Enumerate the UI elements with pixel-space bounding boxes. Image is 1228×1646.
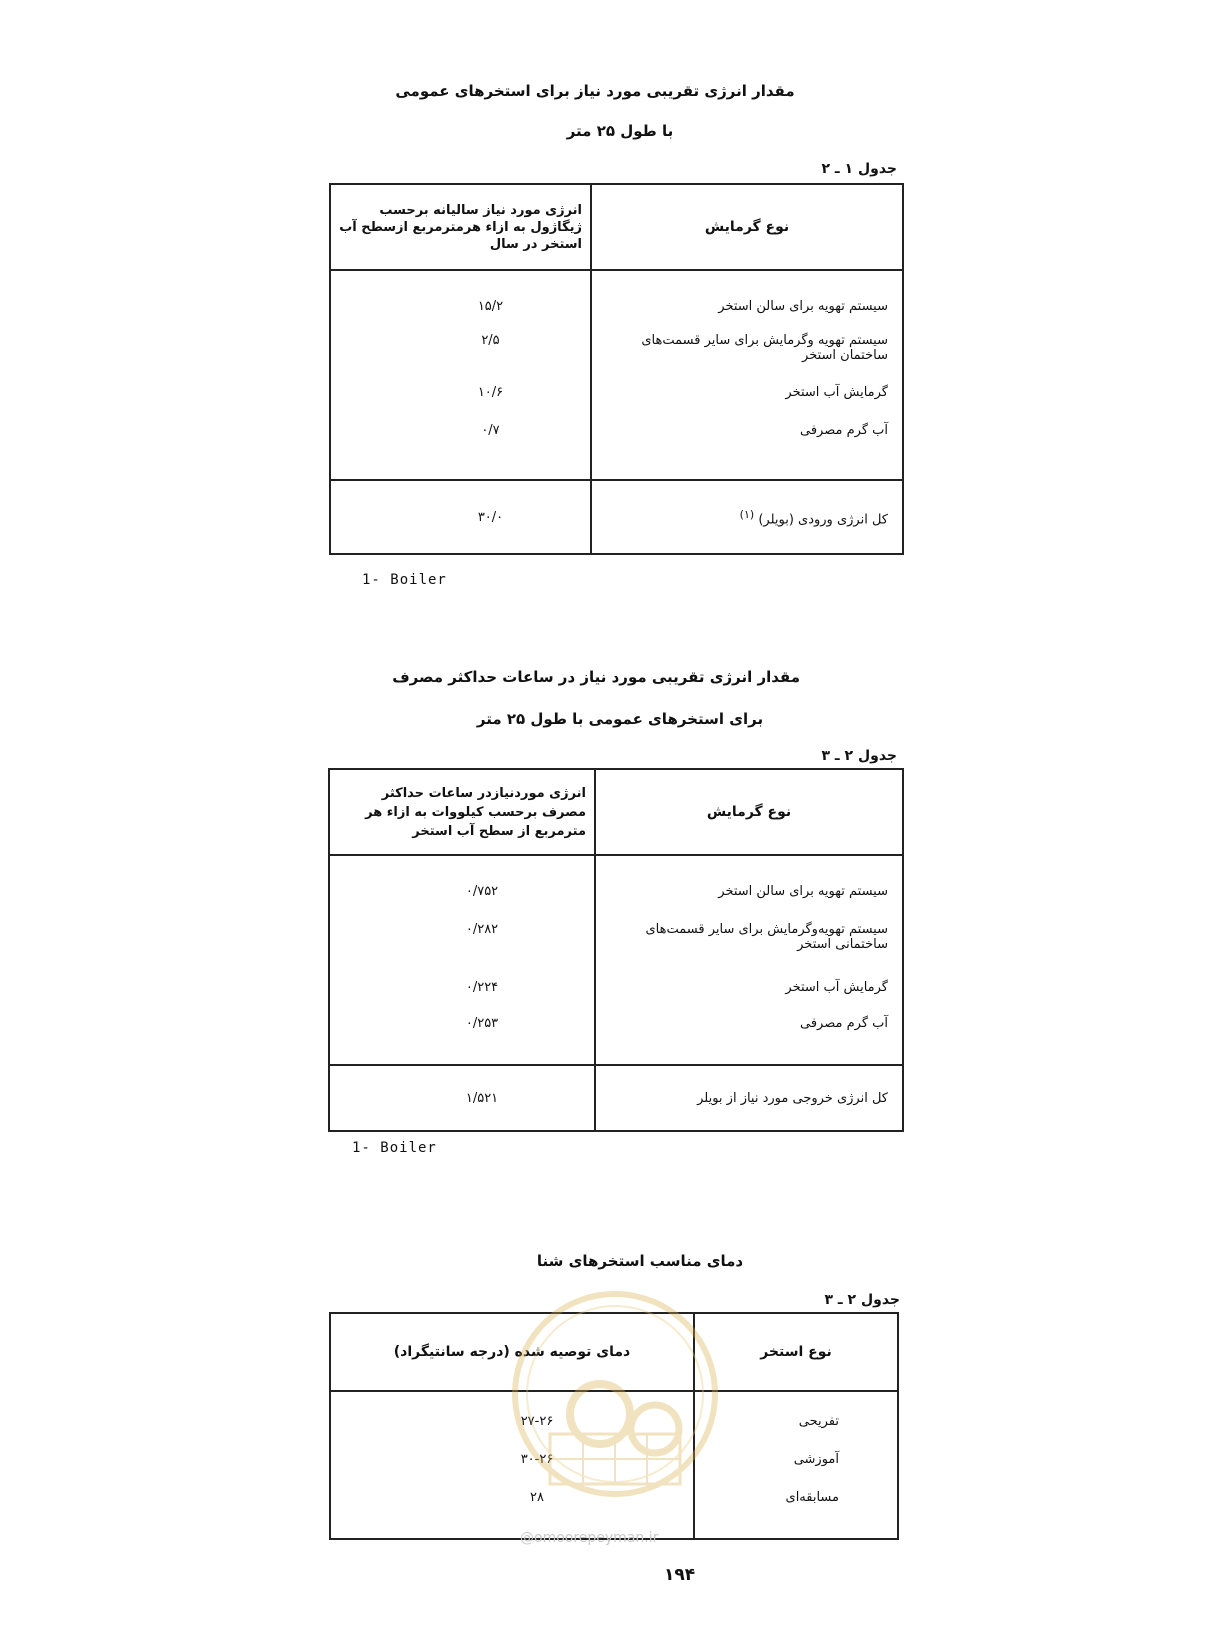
table3-body bbox=[330, 1391, 898, 1539]
table2-row3-value: ۰/۲۲۴ bbox=[465, 980, 499, 995]
table1-header-type: نوع گرمایش bbox=[591, 184, 903, 270]
table1-label: جدول ۱ ـ ۲ bbox=[821, 161, 897, 177]
table2-row4-type: آب گرم مصرفی bbox=[800, 1016, 888, 1031]
table2-header-value: انرژی موردنیازدر ساعات حداکثر مصرف برحسب کیلووات به ازاء هر مترمربع از سطح آب استخر bbox=[329, 769, 595, 855]
table1-row1-value: ۱۵/۲ bbox=[477, 299, 504, 314]
table2-title-line1: مقدار انرژی تقریبی مورد نیاز در ساعات حداکثر مصرف bbox=[392, 668, 800, 686]
table1-row4-type: آب گرم مصرفی bbox=[800, 423, 888, 438]
table3-row2-type: آموزشی bbox=[793, 1452, 839, 1467]
table2-row2-value: ۰/۲۸۲ bbox=[465, 922, 499, 937]
table2-row1-value: ۰/۷۵۲ bbox=[465, 884, 499, 899]
watermark-text: @omoorepeyman.ir bbox=[520, 1530, 659, 1546]
table3-row1-value: ۲۷-۲۶ bbox=[520, 1414, 554, 1429]
table2-row2-type: سیستم تهویه‌وگرمایش برای سایر قسمت‌های ساختمانی استخر bbox=[645, 922, 888, 952]
table2-row4-value: ۰/۲۵۳ bbox=[465, 1016, 499, 1031]
table3-row1-type: تفریحی bbox=[798, 1414, 839, 1429]
table3-row2-value: ۳۰-۲۶ bbox=[520, 1452, 554, 1467]
table1-total-value: ۳۰/۰ bbox=[477, 509, 504, 525]
table3-title: دمای مناسب استخرهای شنا bbox=[536, 1252, 744, 1270]
table1-row2-type: سیستم تهویه وگرمایش برای سایر قسمت‌های ساختمان استخر bbox=[641, 333, 888, 363]
table3-row3-value: ۲۸ bbox=[530, 1490, 544, 1505]
table2-label: جدول ۲ ـ ۳ bbox=[821, 748, 897, 764]
table2-title-line2: برای استخرهای عمومی با طول ۲۵ متر bbox=[476, 710, 764, 728]
table1-row3-value: ۱۰/۶ bbox=[477, 385, 504, 400]
table2-total-type: کل انرژی خروجی مورد نیاز از بویلر bbox=[697, 1090, 888, 1106]
table2-row3-type: گرمایش آب استخر bbox=[785, 980, 888, 995]
table1-row4-value: ۰/۷ bbox=[481, 423, 500, 438]
table1-total-note: (۱) bbox=[739, 507, 755, 521]
table3-header-value: دمای توصیه شده (درجه سانتیگراد) bbox=[330, 1313, 694, 1391]
table1-row2-value: ۲/۵ bbox=[481, 333, 500, 348]
table3-label: جدول ۲ ـ ۳ bbox=[824, 1292, 900, 1308]
table2-row1-type: سیستم تهویه برای سالن استخر bbox=[718, 884, 888, 899]
table1-row1-type: سیستم تهویه برای سالن استخر bbox=[718, 299, 888, 314]
table1-footnote: 1- Boiler bbox=[362, 572, 447, 588]
table1-title-line2: با طول ۲۵ متر bbox=[566, 122, 674, 140]
table3-header-type: نوع استخر bbox=[694, 1313, 898, 1391]
table1 bbox=[329, 183, 904, 555]
table1-total-type-cell bbox=[591, 480, 903, 554]
table1-header-value: انرژی مورد نیاز سالیانه برحسب ژیگاژول به ازاء هرمترمربع ازسطح آب استخر در سال bbox=[330, 184, 591, 270]
table2-body bbox=[329, 855, 903, 1065]
page-number: ۱۹۴ bbox=[664, 1565, 696, 1585]
table3 bbox=[329, 1312, 899, 1540]
table1-body bbox=[330, 270, 903, 480]
table2-header-type: نوع گرمایش bbox=[595, 769, 903, 855]
table2 bbox=[328, 768, 904, 1132]
table1-total-type: کل انرژی ورودی (بویلر) bbox=[758, 512, 888, 528]
table2-footnote: 1- Boiler bbox=[352, 1140, 437, 1156]
table1-row3-type: گرمایش آب استخر bbox=[785, 385, 888, 400]
table1-title-line1: مقدار انرژی تقریبی مورد نیاز برای استخرهای عمومی bbox=[395, 82, 795, 100]
table3-row3-type: مسابقه‌ای bbox=[785, 1490, 839, 1505]
table2-total-value: ۱/۵۲۱ bbox=[465, 1090, 499, 1106]
